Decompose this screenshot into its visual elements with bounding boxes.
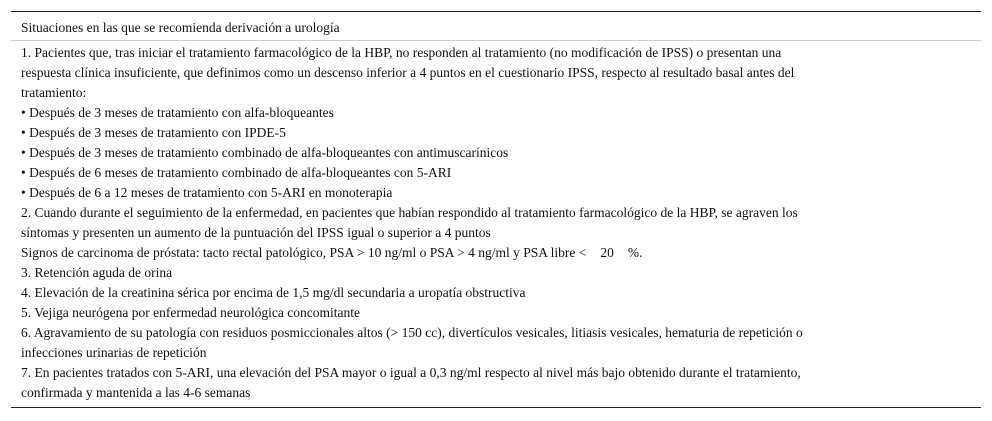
- table-line: respuesta clínica insuficiente, que definimos como un descenso inferior a 4 puntos en el cuestionario IPSS, respecto al resultado basal antes del: [21, 65, 795, 80]
- bullet-line: • Después de 3 meses de tratamiento combinado de alfa-bloqueantes con antimuscarínicos: [21, 145, 509, 160]
- table-line: 7. En pacientes tratados con 5-ARI, una elevación del PSA mayor o igual a 0,3 ng/ml respecto al nivel más bajo obtenido durante el tratamiento,: [21, 365, 801, 380]
- psa-line-prefix: Signos de carcinoma de próstata: tacto rectal patológico, PSA > 10 ng/ml o PSA > 4 ng/ml y PSA libre <: [21, 245, 587, 260]
- bullet-line: • Después de 3 meses de tratamiento con IPDE-5: [21, 125, 286, 140]
- psa-free-value: 20: [600, 245, 614, 260]
- table-line: 6. Agravamiento de su patología con residuos posmiccionales altos (> 150 cc), divertículos vesicales, litiasis vesicales, hematuria de repetición o: [21, 325, 803, 340]
- table-line: 3. Retención aguda de orina: [21, 265, 173, 280]
- psa-line: [21, 243, 973, 263]
- table-line: 1. Pacientes que, tras iniciar el tratamiento farmacológico de la HBP, no responden al tratamiento (no modificación de IPSS) o presentan una: [21, 45, 782, 60]
- bullet-line: • Después de 6 a 12 meses de tratamiento con 5-ARI en monoterapia: [21, 185, 393, 200]
- table-header-row: [11, 12, 981, 41]
- bullet-line: • Después de 6 meses de tratamiento combinado de alfa-bloqueantes con 5-ARI: [21, 165, 452, 180]
- bullet-line: • Después de 3 meses de tratamiento con alfa-bloqueantes: [21, 105, 334, 120]
- table-line: 4. Elevación de la creatinina sérica por encima de 1,5 mg/dl secundaria a uropatía obstructiva: [21, 285, 526, 300]
- table-line: tratamiento:: [21, 85, 87, 100]
- table-header: Situaciones en las que se recomienda derivación a urología: [21, 20, 340, 35]
- referral-table: [11, 11, 981, 408]
- table-line: confirmada y mantenida a las 4-6 semanas: [21, 385, 251, 400]
- table-line: infecciones urinarias de repetición: [21, 345, 207, 360]
- table-line: síntomas y presenten un aumento de la puntuación del IPSS igual o superior a 4 puntos: [21, 225, 491, 240]
- psa-free-unit: %.: [627, 245, 643, 260]
- table-body-cell: [21, 43, 973, 403]
- table-line: 2. Cuando durante el seguimiento de la enfermedad, en pacientes que habían respondido al tratamiento farmacológico de la HBP, se agraven los: [21, 205, 798, 220]
- table-line: 5. Vejiga neurógena por enfermedad neurológica concomitante: [21, 305, 360, 320]
